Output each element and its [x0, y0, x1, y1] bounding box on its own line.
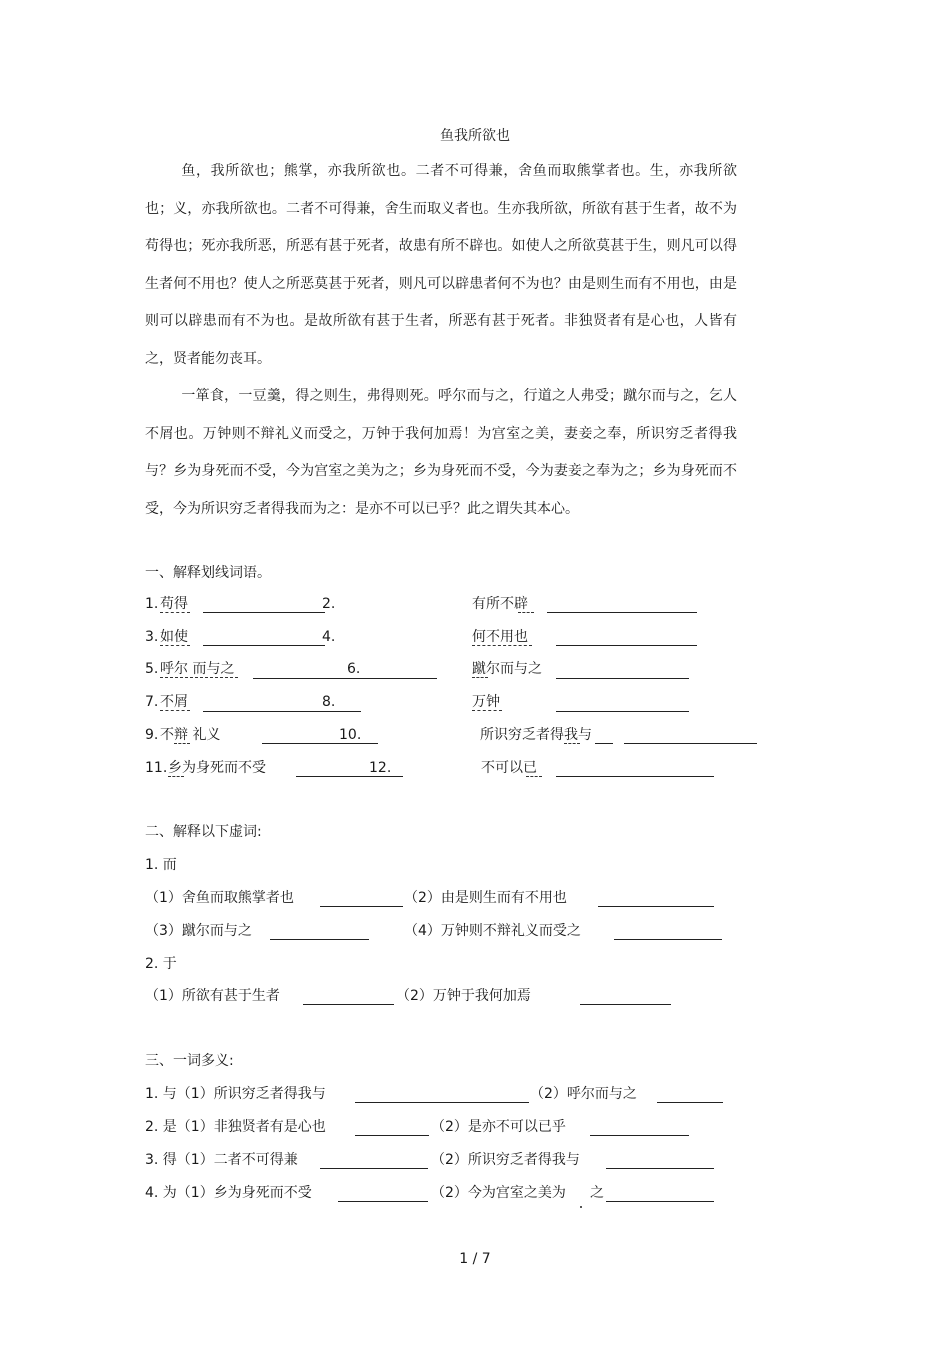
emphasis-dot — [580, 1206, 582, 1208]
s2-g1-item-3: （3）蹴尔而与之 — [145, 923, 252, 939]
answer-blank[interactable] — [606, 1201, 714, 1202]
answer-blank-5[interactable] — [253, 678, 437, 679]
s1-item-term-8: 万钟 — [472, 694, 500, 710]
s1-item-term-5: 呼尔 而与之 — [160, 661, 235, 677]
answer-blank[interactable] — [355, 1102, 529, 1103]
s3-row-3-a: 3. 得（1）二者不可得兼 — [145, 1152, 298, 1168]
section3-heading: 三、一词多义: — [145, 1053, 234, 1069]
answer-blank[interactable] — [338, 1201, 428, 1202]
answer-blank[interactable] — [303, 1004, 394, 1005]
s1-item-num-12: 12. — [369, 760, 392, 776]
s1-item-term-2: 有所不辟 — [472, 596, 528, 612]
answer-blank-10a[interactable] — [595, 743, 613, 744]
term-underline — [518, 612, 534, 613]
answer-blank[interactable] — [320, 1168, 428, 1169]
s1-item-term-9: 不辩 礼义 — [160, 727, 221, 743]
s1-item-term-7: 不屑 — [160, 694, 188, 710]
s2-group1-label: 1. 而 — [145, 857, 177, 873]
passage-paragraph-1: 鱼，我所欲也；熊掌，亦我所欲也。二者不可得兼，舍鱼而取熊掌者也。生，亦我所欲也；义，亦我所欲也。二者不可得兼，舍生而取义者也。生亦我所欲，所欲有甚于生者，故不为苟得也；死亦我所恶，所恶有甚于死者，故患有所不辟也。如使人之所欲莫甚于生，则凡可以得生者何不用也？使人之所恶莫甚于死者，则凡可以辟患者何不为也？由是则生而有不用也，由是则可以辟患而有不为也。是故所欲有甚于生者，所恶有甚于死者。非独贤者有是心也，人皆有之，贤者能勿丧耳。 — [145, 163, 737, 367]
s1-item-num-5: 5. — [145, 661, 159, 677]
term-underline — [168, 776, 184, 777]
s1-item-term-11: 乡为身死而不受 — [168, 760, 266, 776]
term-underline — [472, 645, 532, 646]
s1-item-num-7: 7. — [145, 694, 159, 710]
term-underline — [160, 645, 190, 646]
s1-item-num-4: 4. — [322, 629, 336, 645]
answer-blank[interactable] — [614, 939, 722, 940]
s1-item-num-6: 6. — [347, 661, 361, 677]
answer-blank[interactable] — [580, 1004, 671, 1005]
s1-item-term-3: 如使 — [160, 629, 188, 645]
s1-item-num-11: 11. — [145, 760, 168, 776]
answer-blank-7[interactable] — [203, 711, 361, 712]
answer-blank-3[interactable] — [203, 645, 325, 646]
passage-paragraph-2: 一箪食，一豆羹，得之则生，弗得则死。呼尔而与之，行道之人弗受；蹴尔而与之，乞人不屑也。万钟则不辩礼义而受之，万钟于我何加焉！为宫室之美，妻妾之奉，所识穷乏者得我与？乡为身死而不受，今为宫室之美为之；乡为身死而不受，今为妻妾之奉为之；乡为身死而不受，今为所识穷乏者得我而为之：是亦不可以已乎？此之谓失其本心。 — [145, 388, 737, 517]
s3-row-2-b: （2）是亦不可以已乎 — [431, 1119, 566, 1135]
answer-blank[interactable] — [657, 1102, 723, 1103]
s3-row-4-a: 4. 为（1）乡为身死而不受 — [145, 1185, 312, 1201]
s1-item-num-9: 9. — [145, 727, 159, 743]
term-underline — [472, 677, 488, 678]
s3-row-3-b: （2）所识穷乏者得我与 — [431, 1152, 580, 1168]
answer-blank-2[interactable] — [547, 612, 697, 613]
page-number: 1 / 7 — [459, 1251, 491, 1267]
s2-g1-item-4: （4）万钟则不辩礼义而受之 — [404, 923, 581, 939]
answer-blank[interactable] — [606, 1168, 714, 1169]
answer-blank-8[interactable] — [556, 711, 689, 712]
section2-heading: 二、解释以下虚词: — [145, 824, 262, 840]
s1-item-num-2: 2. — [322, 596, 336, 612]
s1-item-term-4: 何不用也 — [472, 629, 528, 645]
answer-blank-1[interactable] — [203, 612, 325, 613]
answer-blank[interactable] — [598, 906, 714, 907]
answer-blank[interactable] — [590, 1135, 689, 1136]
s3-row-2-a: 2. 是（1）非独贤者有是心也 — [145, 1119, 326, 1135]
s2-group2-label: 2. 于 — [145, 956, 177, 972]
term-underline — [526, 776, 542, 777]
s1-item-num-10: 10. — [339, 727, 362, 743]
s1-item-num-8: 8. — [322, 694, 336, 710]
s3-row-4-b: （2）今为宫室之美为 — [431, 1185, 566, 1201]
s2-g2-item-1: （1）所欲有甚于生者 — [145, 988, 280, 1004]
s1-item-num-1: 1. — [145, 596, 159, 612]
s3-row-1-a: 1. 与（1）所识穷乏者得我与 — [145, 1086, 326, 1102]
term-underline — [564, 743, 580, 744]
term-underline — [174, 743, 190, 744]
s1-item-num-3: 3. — [145, 629, 159, 645]
term-underline — [160, 677, 238, 678]
answer-blank-4[interactable] — [556, 645, 697, 646]
s2-g1-item-1: （1）舍鱼而取熊掌者也 — [145, 890, 294, 906]
answer-blank[interactable] — [355, 1135, 429, 1136]
term-underline — [472, 710, 502, 711]
s2-g2-item-2: （2）万钟于我何加焉 — [396, 988, 531, 1004]
answer-blank[interactable] — [320, 906, 403, 907]
answer-blank-6[interactable] — [556, 678, 689, 679]
page-title: 鱼我所欲也 — [440, 128, 510, 144]
s2-g1-item-2: （2）由是则生而有不用也 — [404, 890, 567, 906]
answer-blank[interactable] — [270, 939, 369, 940]
term-underline — [160, 710, 190, 711]
s3-row-4-c: 之 — [590, 1185, 604, 1201]
s1-item-term-6: 蹴尔而与之 — [472, 661, 542, 677]
s1-item-term-10: 所识穷乏者得我与 — [480, 727, 592, 743]
answer-blank-10[interactable] — [624, 743, 757, 744]
answer-blank-12[interactable] — [556, 776, 714, 777]
section1-heading: 一、解释划线词语。 — [145, 565, 271, 581]
s1-item-term-1: 苟得 — [160, 596, 188, 612]
s1-item-term-12: 不可以已 — [481, 760, 537, 776]
term-underline — [160, 612, 190, 613]
s3-row-1-b: （2）呼尔而与之 — [530, 1086, 637, 1102]
